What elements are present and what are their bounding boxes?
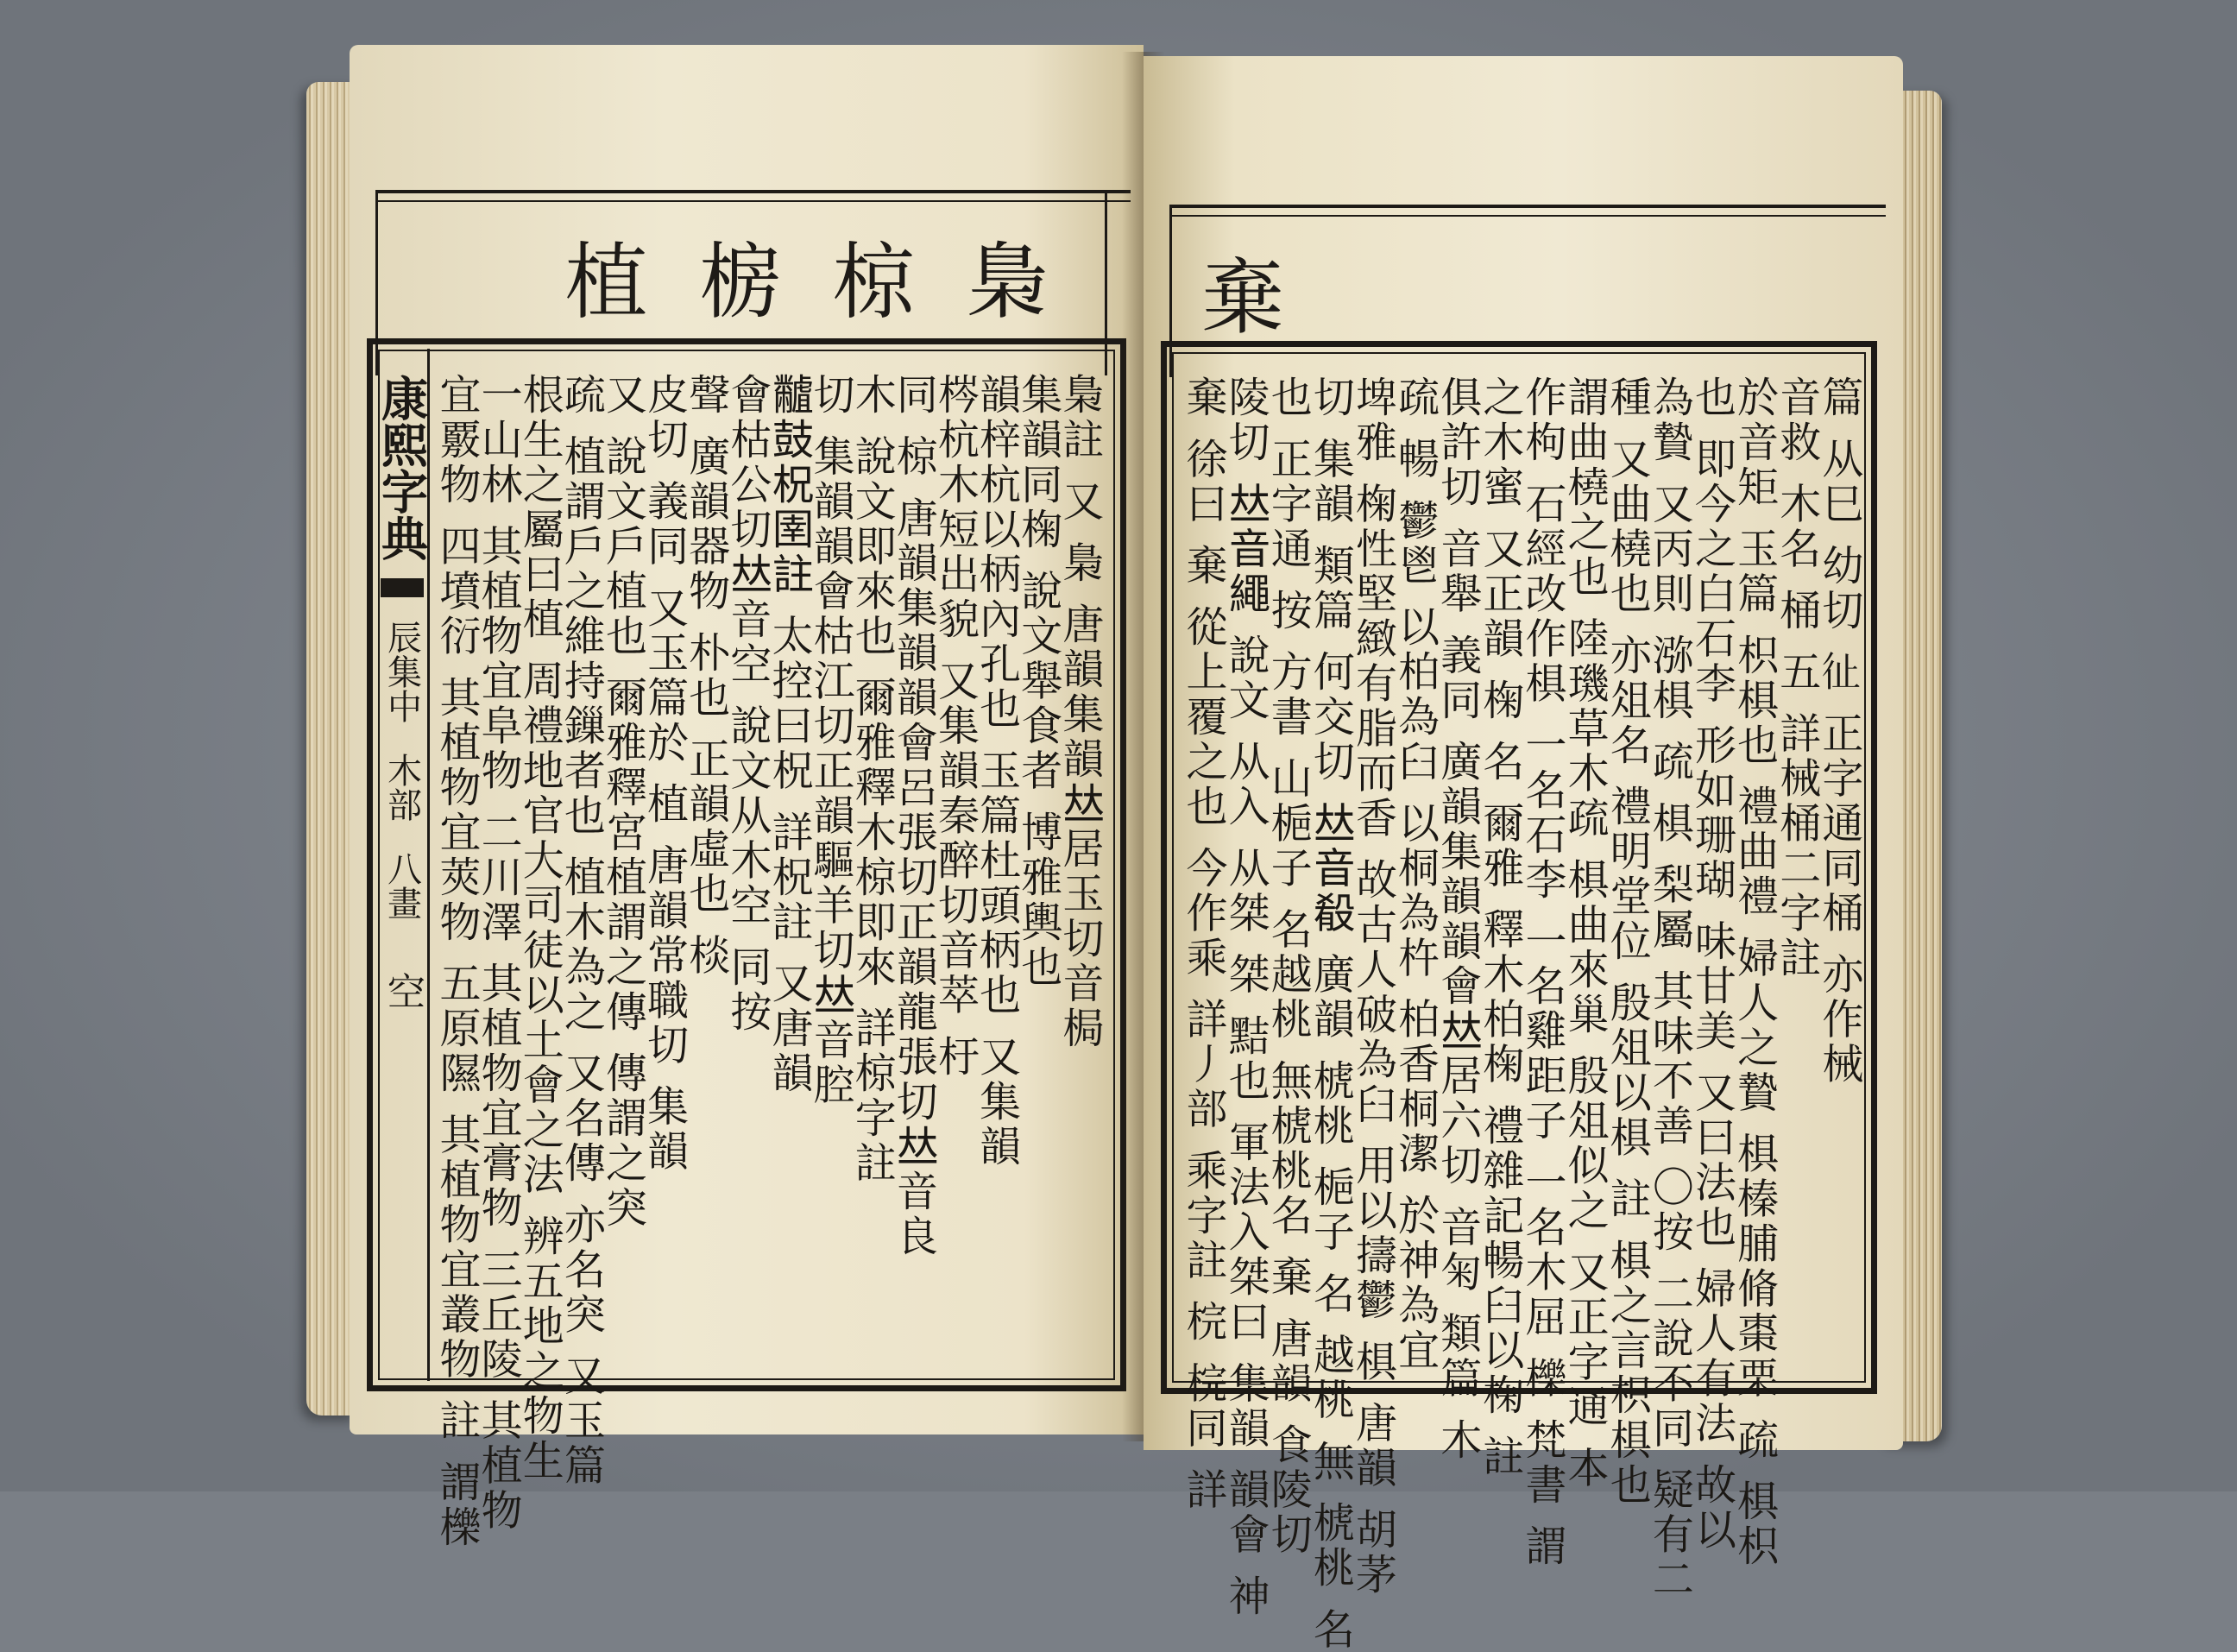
radical-label: 木部: [381, 753, 422, 822]
text-column: 聲 廣韻器物 朴也 正韻虛也 棪: [681, 373, 730, 979]
text-column: 音救 木名 桶 五 詳械桶二字註: [1772, 375, 1821, 981]
header-glyph: 椖: [698, 234, 782, 331]
header-glyph: 椋: [832, 234, 916, 331]
text-column: 梟註 又 梟 唐韻集韻𠀤居玉切音梮: [1055, 373, 1104, 1051]
text-column: 陵切 𠀤音繩 說文 从入 从桀 桀 黠也 軍法入桀曰 集韻 韻會 神: [1221, 375, 1270, 1619]
text-column: 梣杭木短出貌 又集韻秦醉切音萃 杅: [930, 373, 980, 1080]
text-column: 同 椋 唐韻集韻韻會呂張切正韻龍張切𠀤音良: [889, 373, 938, 1259]
text-column: 一山林 其植物宜阜物 二川澤 其植物宜膏物 三丘陵 其植物: [474, 373, 523, 1534]
text-column: 也 即今之白石李 形如珊瑚 味甘美 又曰法也 婦人有法 故以: [1687, 375, 1736, 1553]
fish-tail-mark: [381, 578, 424, 597]
text-column: 謂曲橈之也 陸璣草木疏 椇曲來巢 殷俎似之 又正字通 本: [1560, 375, 1610, 1491]
text-column: 皮切 義同 又玉篇於 植 唐韻常職切 集韻: [640, 373, 689, 1175]
text-column: 韻梓杭以柄內孔也 玉篇杜頭柄也 又集韻: [972, 373, 1021, 1170]
header-glyph: 棄: [1201, 249, 1284, 346]
text-column: 切 集韻 類篇 何交切 𠀤音殽 廣韻 椃桃 梔子 名 越桃 無 椃桃 名: [1306, 375, 1355, 1652]
text-column: 會枯公切𠀤音空 說文从木空 同按: [722, 373, 772, 1035]
text-column: 篇 从巳 幼切 𢓊 正字通同桶 亦作械: [1814, 375, 1863, 1088]
page-number: 空: [381, 972, 425, 1010]
text-column: 切 集韻韻會枯江切正韻驅羊切𠀤音腔: [806, 373, 855, 1108]
stroke-count-label: 八畫: [381, 851, 422, 920]
header-glyph: 植: [564, 234, 648, 331]
left-header-top-rule: [375, 190, 1131, 193]
text-column: 之木蜜 又正韻 椈 名 爾雅 釋木柏椈 禮雜記暢臼以椈 註: [1475, 375, 1524, 1479]
text-column: 集韻同椈 說文舉食者 博雅輿也: [1013, 373, 1062, 990]
left-margin-strip: [374, 349, 430, 1381]
text-column: 又 說文戶植也 爾雅釋宮植謂之傳 傳謂之突: [598, 373, 647, 1231]
text-column: 木 說文即來也 爾雅釋木椋即來 詳椋字註: [848, 373, 897, 1186]
left-header-top-rule-thin: [375, 200, 1131, 202]
header-glyph: 梟: [966, 234, 1049, 331]
text-column: 疏 植謂戶之維持鏁者也 植木為之 又名傳 亦名突 又玉篇: [557, 373, 606, 1489]
text-column: 為贄 又丙則 㳽椇 疏 椇 梨屬 其味不善 〇按 二說不同 疑有二: [1645, 375, 1694, 1603]
text-column: 𪓐鼓柷圉註 太控曰柷 詳柷註 又唐韻: [765, 373, 813, 1096]
right-header-top-rule-thin: [1169, 215, 1886, 217]
text-column: 俱許切 音舉 義同 廣韻集韻韻會𠀤居六切 音匊 類篇 木: [1433, 375, 1482, 1463]
text-column: 宜覈物 四墳衍 其植物宜莢物 五原隰 其植物宜叢物 註 謂櫟: [432, 373, 481, 1550]
right-header-top-rule: [1169, 205, 1886, 208]
text-column: 根生之屬曰植 周禮地官大司徒以土會之法 辨五地之物生: [515, 373, 564, 1484]
text-column: 埤雅 椈性堅緻有脂而香 故古人破為臼 用以擣鬱 椇 唐韻 胡茅: [1348, 375, 1397, 1598]
text-column: 作枸 石經改作椇 一名石李 一名雞距子 一名木屈 櫟 梵書 謂: [1518, 375, 1566, 1569]
book-title: 康熙字典: [374, 375, 430, 561]
section-label: 辰集中: [381, 620, 422, 723]
text-column: 也 正字通 按 方書 山梔子 名越桃 無椃桃名 棄 唐韻 食陵切: [1263, 375, 1313, 1558]
right-text-columns: [1179, 375, 1863, 1652]
text-column: 種 又曲橈也 亦俎名 禮明堂位 殷俎以椇 註 椇之言枳椇也: [1603, 375, 1652, 1508]
left-text-columns: [432, 373, 1104, 1550]
left-header-glyphs: [539, 218, 1074, 347]
text-column: 疏 暢 鬱鬯 以柏為臼 以桐為杵 柏香桐潔 於神為宜: [1390, 375, 1440, 1373]
left-page: [350, 45, 1144, 1550]
right-page: [1144, 56, 1903, 1652]
text-column: 棄 徐曰 棄 從上覆之也 今作乘 詳丿部 乘字註 梡 梡同 詳: [1179, 375, 1227, 1513]
text-column: 於音矩 玉篇 枳椇也 禮曲禮 婦人之贄 椇榛脯脩棗栗 疏 椇枳: [1730, 375, 1779, 1569]
